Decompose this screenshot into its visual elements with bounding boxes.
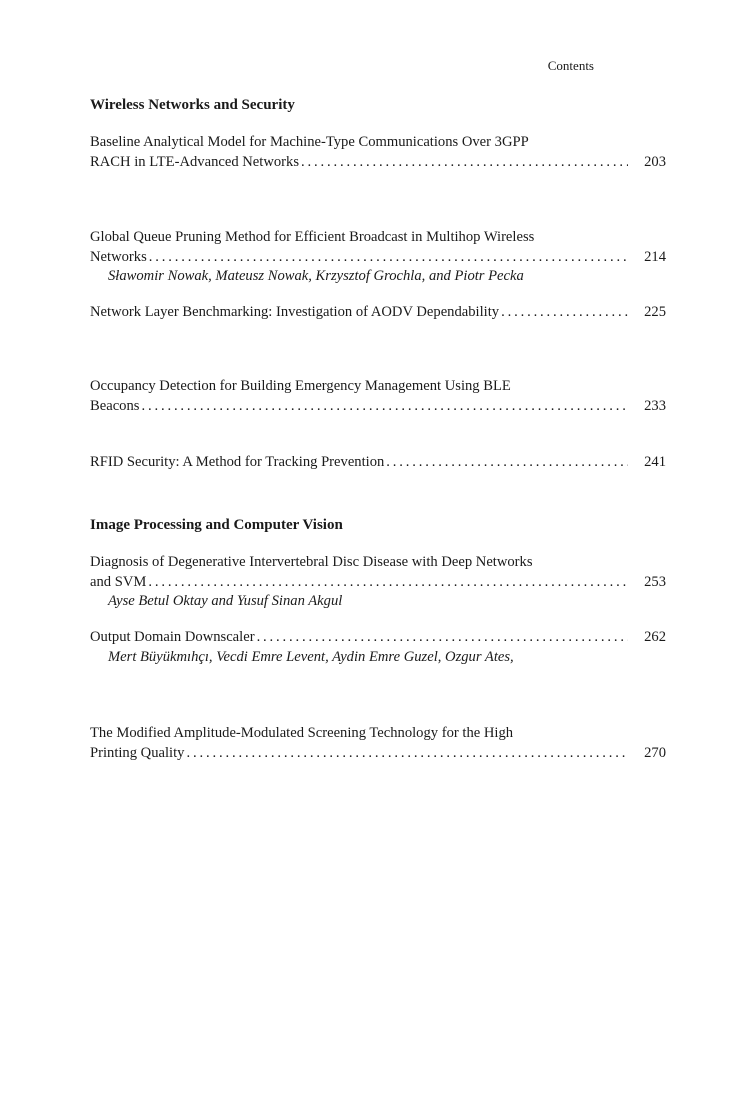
- toc-entry-title-line-2: [90, 744, 666, 764]
- toc-entry-title: Output Domain Downscaler: [90, 629, 255, 645]
- page-number: 225: [644, 304, 666, 320]
- running-header: Contents: [547, 58, 594, 73]
- toc-entry-authors: Sławomir Nowak, Mateusz Nowak, Krzysztof Grochla, and Piotr Pecka: [108, 268, 524, 285]
- toc-entry[interactable]: [90, 453, 666, 473]
- page-number: 270: [644, 744, 666, 761]
- toc-entry-title-line-2: [90, 573, 666, 593]
- toc-entry-title-cont: RACH in LTE-Advanced Networks: [90, 153, 300, 170]
- toc-entry[interactable]: [90, 133, 666, 172]
- page-number: 214: [644, 248, 666, 265]
- toc-entry-authors: Mert Büyükmıhçı, Vecdi Emre Levent, Aydin Emre Guzel, Ozgur Ates,: [108, 648, 514, 665]
- toc-entry-title-line-2: [90, 153, 666, 173]
- toc-entry-title: The Modified Amplitude-Modulated Screening Technology for the High: [90, 725, 514, 741]
- toc-entry-title: Occupancy Detection for Building Emergency Management Using BLE: [90, 378, 511, 394]
- page-number: 253: [644, 573, 666, 590]
- toc-entry-title-cont: and SVM: [90, 573, 147, 590]
- section-heading-image-processing: Image Processing and Computer Vision: [90, 517, 343, 533]
- toc-entry-title: Diagnosis of Degenerative Intervertebral Disc Disease with Deep Networks: [90, 554, 533, 570]
- page-number: 203: [644, 153, 666, 170]
- section-heading-wireless: Wireless Networks and Security: [90, 97, 295, 113]
- toc-entry-title-line-2: [90, 248, 666, 268]
- toc-entry-title-cont: Networks: [90, 248, 147, 265]
- dot-leader: [384, 453, 628, 473]
- toc-entry-title-line-1: [90, 133, 666, 153]
- toc-entry-title-line-1: [90, 453, 666, 473]
- toc-entry-title: Global Queue Pruning Method for Efficient Broadcast in Multihop Wireless: [90, 229, 535, 245]
- toc-entry-title-cont: Beacons: [90, 397, 140, 414]
- toc-entry-title-line-2: [90, 397, 666, 417]
- toc-entry-title: Network Layer Benchmarking: Investigation of AODV Dependability: [90, 304, 500, 320]
- dot-leader: [299, 153, 628, 173]
- page-number: 233: [644, 397, 666, 414]
- toc-entry[interactable]: [90, 303, 666, 323]
- toc-entry[interactable]: [90, 553, 666, 612]
- toc-entry-authors: Ayse Betul Oktay and Yusuf Sinan Akgul: [108, 593, 343, 610]
- toc-entry-title-line-1: [90, 303, 666, 323]
- toc-entry[interactable]: [90, 377, 666, 416]
- dot-leader: [146, 573, 628, 593]
- toc-entry-title-cont: Printing Quality: [90, 744, 185, 761]
- toc-entry-title-line-1: [90, 553, 666, 573]
- dot-leader: [499, 303, 628, 323]
- toc-entry[interactable]: [90, 724, 666, 763]
- toc-entry[interactable]: [90, 628, 666, 667]
- dot-leader: [139, 397, 628, 417]
- page-number: 241: [644, 454, 666, 470]
- toc-entry-title: RFID Security: A Method for Tracking Prevention: [90, 454, 385, 470]
- page-number: 262: [644, 629, 666, 645]
- dot-leader: [147, 248, 628, 268]
- toc-entry-title-line-1: [90, 628, 666, 648]
- toc-entry[interactable]: [90, 228, 666, 287]
- dot-leader: [184, 744, 628, 764]
- toc-entry-title-line-1: [90, 377, 666, 397]
- toc-entry-title-line-1: [90, 724, 666, 744]
- toc-entry-title-line-1: [90, 228, 666, 248]
- dot-leader: [255, 628, 628, 648]
- toc-entry-title: Baseline Analytical Model for Machine-Type Communications Over 3GPP: [90, 134, 529, 150]
